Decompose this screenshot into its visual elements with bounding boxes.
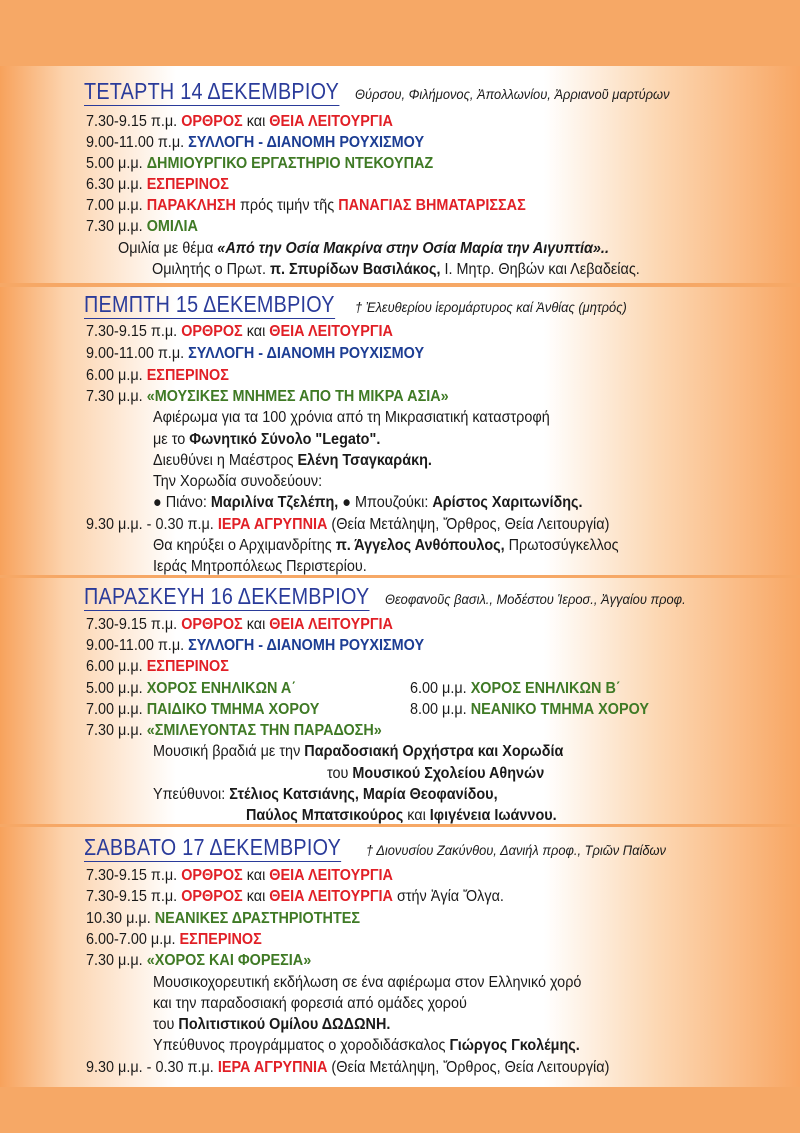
text: Μουσικοχορευτική εκδήλωση σε ένα αφιέρωμα στον Ελληνικό χορό — [153, 974, 582, 991]
time: 5.00 μ.μ. — [86, 680, 143, 697]
time: 7.30-9.15 π.μ. — [86, 616, 178, 633]
detail-line — [153, 493, 583, 513]
text: (Θεία Μετάληψη, Ὄρθρος, Θεία Λειτουργία) — [331, 1059, 610, 1076]
schedule-line — [86, 322, 393, 342]
text: Διευθύνει η Μαέστρος — [153, 452, 294, 469]
schedule-line — [86, 175, 229, 195]
detail-line — [118, 239, 609, 259]
time: 7.30-9.15 π.μ. — [86, 323, 178, 340]
text: Ι. Μητρ. Θηβών και Λεβαδείας. — [444, 261, 640, 278]
organizer-name: Ιφιγένεια Ιωάννου. — [429, 807, 557, 824]
event: ΣΥΛΛΟΓΗ - ΔΙΑΝΟΜΗ ΡΟΥΧΙΣΜΟΥ — [188, 345, 425, 362]
schedule-line — [86, 909, 360, 929]
time: 5.00 μ.μ. — [86, 155, 143, 172]
event: «ΣΜΙΛΕΥΟΝΤΑΣ ΤΗΝ ΠΑΡΑΔΟΣΗ» — [146, 722, 382, 739]
schedule-line — [86, 930, 262, 950]
schedule-line — [86, 366, 229, 386]
detail-line — [152, 260, 640, 280]
schedule-line — [86, 700, 319, 720]
event: ΘΕΙΑ ΛΕΙΤΟΥΡΓΙΑ — [269, 888, 393, 905]
detail-line — [153, 536, 619, 556]
schedule-line — [86, 196, 526, 216]
text: Υπεύθυνοι: — [153, 786, 226, 803]
text: Θα κηρύξει ο Αρχιμανδρίτης — [153, 537, 332, 554]
schedule-line — [86, 133, 424, 153]
text: (Θεία Μετάληψη, Ὄρθρος, Θεία Λειτουργία) — [331, 516, 610, 533]
detail-line — [153, 785, 498, 805]
event: ΟΡΘΡΟΣ — [181, 323, 243, 340]
text: ● Πιάνο: — [153, 494, 207, 511]
connector: και — [246, 888, 266, 905]
time: 6.00 μ.μ. — [86, 658, 143, 675]
time: 9.00-11.00 π.μ. — [86, 637, 185, 654]
event: ΣΥΛΛΟΓΗ - ΔΙΑΝΟΜΗ ΡΟΥΧΙΣΜΟΥ — [188, 637, 425, 654]
text: ● Μπουζούκι: — [342, 494, 429, 511]
thu-header — [84, 291, 376, 319]
event: ΕΣΠΕΡΙΝΟΣ — [179, 931, 262, 948]
text: στήν Ἁγία Ὄλγα. — [396, 888, 504, 905]
event: ΙΕΡΑ ΑΓΡΥΠΝΙΑ — [217, 516, 328, 533]
event: ΘΕΙΑ ΛΕΙΤΟΥΡΓΙΑ — [269, 616, 393, 633]
text: Πρωτοσύγκελλος — [508, 537, 619, 554]
instructor-name: Γιώργος Γκολέμης. — [449, 1037, 580, 1054]
day-heading: ΣΑΒΒΑΤΟ 17 ΔΕΚΕΜΒΡΙΟΥ — [84, 834, 342, 860]
schedule-line — [86, 1058, 609, 1078]
text: Μουσική βραδιά με την — [153, 743, 301, 760]
event: ΟΜΙΛΙΑ — [146, 218, 198, 235]
schedule-line — [86, 951, 311, 971]
group-name: Πολιτιστικού Ομίλου ΔΩΔΩΝΗ. — [178, 1016, 391, 1033]
detail-line — [246, 806, 557, 826]
connector: πρός τιμήν τῆς — [239, 197, 335, 214]
schedule-line — [86, 887, 504, 907]
event: ΠΑΡΑΚΛΗΣΗ — [146, 197, 236, 214]
event: ΕΣΠΕΡΙΝΟΣ — [146, 176, 229, 193]
schedule-line — [86, 217, 198, 237]
time: 9.00-11.00 π.μ. — [86, 345, 185, 362]
school-name: Μουσικού Σχολείου Αθηνών — [352, 765, 545, 782]
time: 7.30 μ.μ. — [86, 722, 143, 739]
detail-line — [153, 451, 432, 471]
text: Υπεύθυνος προγράμματος ο χοροδιδάσκαλος — [153, 1037, 446, 1054]
time: 6.30 μ.μ. — [86, 176, 143, 193]
text: Την Χορωδία συνοδεύουν: — [153, 473, 323, 490]
day-heading: ΠΑΡΑΣΚΕΥΗ 16 ΔΕΚΕΜΒΡΙΟΥ — [84, 583, 370, 609]
schedule-line — [86, 154, 433, 174]
schedule-line — [86, 657, 229, 677]
day-heading: ΤΕΤΑΡΤΗ 14 ΔΕΚΕΜΒΡΙΟΥ — [84, 78, 340, 104]
connector: και — [246, 867, 266, 884]
time: 9.30 μ.μ. - 0.30 π.μ. — [86, 1059, 214, 1076]
day-heading: ΠΕΜΠΤΗ 15 ΔΕΚΕΜΒΡΙΟΥ — [84, 291, 335, 317]
event: ΘΕΙΑ ΛΕΙΤΟΥΡΓΙΑ — [269, 113, 393, 130]
event: ΟΡΘΡΟΣ — [181, 113, 243, 130]
event: ΙΕΡΑ ΑΓΡΥΠΝΙΑ — [217, 1059, 328, 1076]
event: ΔΗΜΙΟΥΡΓΙΚΟ ΕΡΓΑΣΤΗΡΙΟ ΝΤΕΚΟΥΠΑΖ — [146, 155, 434, 172]
ensemble-name: Φωνητικό Σύνολο "Legato". — [189, 431, 381, 448]
detail-line — [153, 1015, 390, 1035]
schedule-line — [86, 344, 424, 364]
saints-of-day: † Ἐλευθερίου ἱερομάρτυρος καί Ἀνθίας (μητρός) — [355, 299, 627, 315]
event: ΠΑΙΔΙΚΟ ΤΜΗΜΑ ΧΟΡΟΥ — [146, 701, 320, 718]
organizer-names: Στέλιος Κατσιάνης, Μαρία Θεοφανίδου, — [229, 786, 498, 803]
schedule-line — [86, 636, 424, 656]
schedule-line — [86, 679, 296, 699]
time: 9.30 μ.μ. - 0.30 π.μ. — [86, 516, 214, 533]
detail-line — [153, 994, 467, 1014]
text: και την παραδοσιακή φορεσιά από ομάδες χορού — [153, 995, 467, 1012]
event: ΝΕΑΝΙΚΟ ΤΜΗΜΑ ΧΟΡΟΥ — [470, 701, 650, 718]
time: 6.00-7.00 μ.μ. — [86, 931, 176, 948]
schedule-line — [86, 387, 449, 407]
event: ΟΡΘΡΟΣ — [181, 867, 243, 884]
detail-line — [153, 408, 550, 428]
time: 7.30-9.15 π.μ. — [86, 888, 178, 905]
text: με το — [153, 431, 186, 448]
detail-line — [153, 430, 380, 450]
sat-header — [84, 834, 383, 862]
time: 7.00 μ.μ. — [86, 701, 143, 718]
detail-line — [153, 742, 563, 762]
connector: και — [246, 113, 266, 130]
schedule-line — [410, 679, 621, 699]
wed-header — [84, 78, 381, 106]
fri-header — [84, 583, 416, 611]
event: ΕΣΠΕΡΙΝΟΣ — [146, 658, 229, 675]
schedule-line — [86, 866, 393, 886]
connector: και — [246, 616, 266, 633]
time: 6.00 μ.μ. — [86, 367, 143, 384]
schedule-line — [86, 112, 393, 132]
event: ΠΑΝΑΓΙΑΣ ΒΗΜΑΤΑΡΙΣΣΑΣ — [338, 197, 526, 214]
time: 7.30-9.15 π.μ. — [86, 867, 178, 884]
event: «ΜΟΥΣΙΚΕΣ ΜΝΗΜΕΣ ΑΠΟ ΤΗ ΜΙΚΡΑ ΑΣΙΑ» — [146, 388, 449, 405]
event: ΧΟΡΟΣ ΕΝΗΛΙΚΩΝ Β΄ — [470, 680, 621, 697]
text: Αφιέρωμα για τα 100 χρόνια από τη Μικρασιατική καταστροφή — [153, 409, 550, 426]
event: ΕΣΠΕΡΙΝΟΣ — [146, 367, 229, 384]
schedule-line — [86, 721, 382, 741]
time: 7.30 μ.μ. — [86, 388, 143, 405]
detail-line — [153, 557, 367, 577]
musician-name: Αρίστος Χαριτωνίδης. — [432, 494, 583, 511]
detail-line — [327, 764, 544, 784]
conductor-name: Ελένη Τσαγκαράκη. — [297, 452, 432, 469]
saints-of-day: † Διονυσίου Ζακύνθου, Δανιήλ προφ., Τριῶν Παίδων — [366, 842, 666, 858]
schedule-line — [410, 700, 649, 720]
event: ΧΟΡΟΣ ΕΝΗΛΙΚΩΝ Α΄ — [146, 680, 297, 697]
event: ΝΕΑΝΙΚΕΣ ΔΡΑΣΤΗΡΙΟΤΗΤΕΣ — [154, 910, 361, 927]
detail-line — [153, 973, 581, 993]
event: ΟΡΘΡΟΣ — [181, 888, 243, 905]
musician-name: Μαριλίνα Τζελέπη, — [210, 494, 339, 511]
event: ΘΕΙΑ ΛΕΙΤΟΥΡΓΙΑ — [269, 323, 393, 340]
time: 7.30 μ.μ. — [86, 952, 143, 969]
detail-line — [153, 1036, 580, 1056]
preacher-name: π. Άγγελος Ανθόπουλος, — [335, 537, 505, 554]
connector: και — [246, 323, 266, 340]
time: 6.00 μ.μ. — [410, 680, 467, 697]
schedule-line — [86, 615, 393, 635]
time: 7.30 μ.μ. — [86, 218, 143, 235]
detail-line — [153, 472, 322, 492]
saints-of-day: Θεοφανοῦς βασιλ., Μοδέστου Ἱεροσ., Ἀγγαίου προφ. — [385, 591, 686, 607]
time: 10.30 μ.μ. — [86, 910, 151, 927]
event: «ΧΟΡΟΣ ΚΑΙ ΦΟΡΕΣΙΑ» — [146, 952, 312, 969]
time: 7.30-9.15 π.μ. — [86, 113, 178, 130]
text: του — [327, 765, 349, 782]
time: 7.00 μ.μ. — [86, 197, 143, 214]
ensemble-name: Παραδοσιακή Ορχήστρα και Χορωδία — [304, 743, 564, 760]
text: του — [153, 1016, 175, 1033]
text: Ιεράς Μητροπόλεως Περιστερίου. — [153, 558, 367, 575]
topic: «Από την Οσία Μακρίνα στην Οσία Μαρία την Αιγυπτία».. — [217, 240, 609, 257]
text: Ομιλία με θέμα — [118, 240, 214, 257]
event: ΘΕΙΑ ΛΕΙΤΟΥΡΓΙΑ — [269, 867, 393, 884]
time: 9.00-11.00 π.μ. — [86, 134, 185, 151]
speaker-name: π. Σπυρίδων Βασιλάκος, — [270, 261, 441, 278]
event: ΣΥΛΛΟΓΗ - ΔΙΑΝΟΜΗ ΡΟΥΧΙΣΜΟΥ — [188, 134, 425, 151]
time: 8.00 μ.μ. — [410, 701, 467, 718]
schedule-line — [86, 515, 609, 535]
organizer-name: Παύλος Μπατσικούρος — [246, 807, 404, 824]
connector: και — [407, 807, 426, 824]
saints-of-day: Θύρσου, Φιλήμονος, Ἀπολλωνίου, Ἀρριανοῦ μαρτύρων — [355, 86, 670, 102]
event: ΟΡΘΡΟΣ — [181, 616, 243, 633]
text: Ομιλητής ο Πρωτ. — [152, 261, 266, 278]
